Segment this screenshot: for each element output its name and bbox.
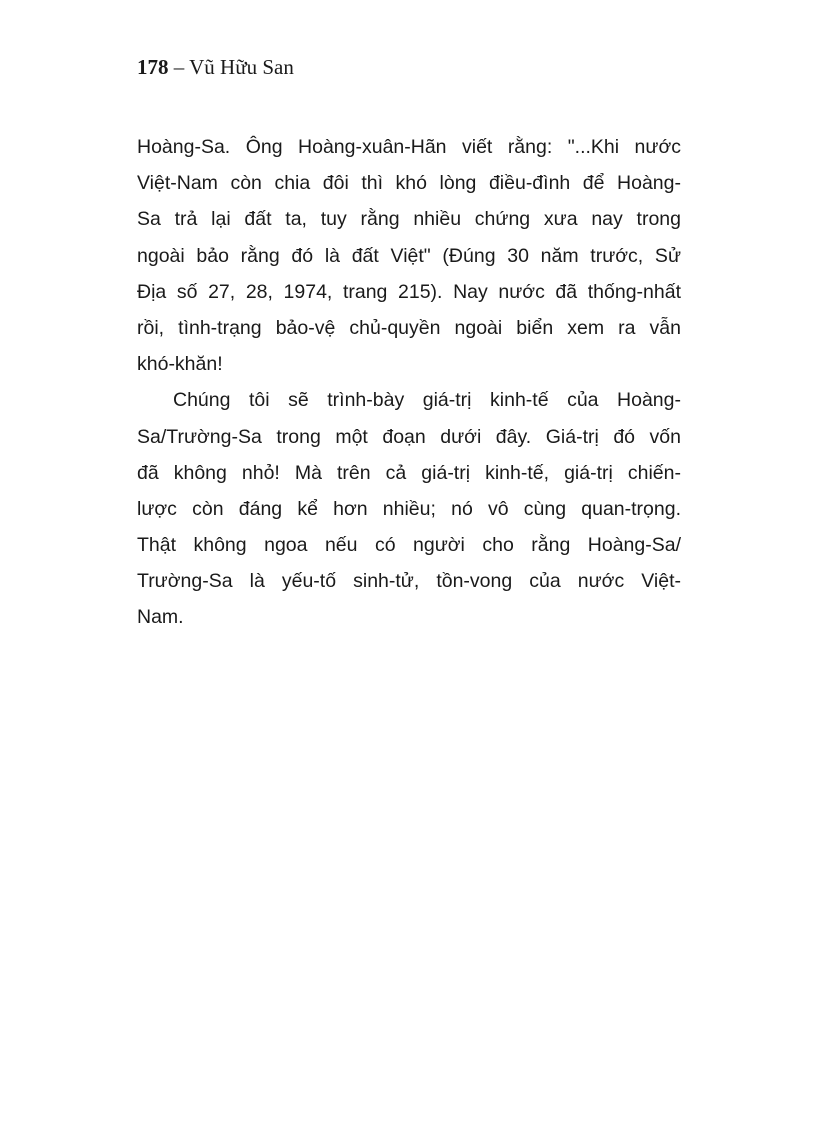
text-line: Nam. [137, 606, 184, 629]
paragraph-1 [137, 129, 681, 382]
text-line: Sa trả lại đất ta, tuy rằng nhiều chứng xưa nay trong [137, 208, 681, 231]
text-line: Trường-Sa là yếu-tố sinh-tử, tồn-vong của nước Việt- [137, 570, 681, 593]
text-line: đã không nhỏ! Mà trên cả giá-trị kinh-tế, giá-trị chiến- [137, 461, 681, 484]
text-line: Địa số 27, 28, 1974, trang 215). Nay nước đã thống-nhất [137, 280, 681, 303]
paragraph-2 [137, 382, 681, 635]
running-header [137, 54, 294, 80]
text-line: khó-khăn! [137, 353, 223, 376]
text-line: Chúng tôi sẽ trình-bày giá-trị kinh-tế của Hoàng- [173, 389, 681, 412]
header-separator: – [168, 55, 190, 79]
page-number: 178 [137, 55, 169, 79]
body-text [137, 129, 681, 636]
author-name: Vũ Hữu San [189, 55, 294, 79]
text-line: lược còn đáng kể hơn nhiều; nó vô cùng quan-trọng. [137, 497, 681, 520]
text-line: rồi, tình-trạng bảo-vệ chủ-quyền ngoài biển xem ra vẫn [137, 316, 681, 339]
text-line: Hoàng-Sa. Ông Hoàng-xuân-Hãn viết rằng: "...Khi nước [137, 136, 681, 158]
text-line: Việt-Nam còn chia đôi thì khó lòng điều-đình để Hoàng- [137, 172, 681, 195]
text-line: ngoài bảo rằng đó là đất Việt" (Đúng 30 năm trước, Sử [137, 244, 681, 267]
text-line: Thật không ngoa nếu có người cho rằng Hoàng-Sa/ [137, 534, 681, 557]
text-line: Sa/Trường-Sa trong một đoạn dưới đây. Giá-trị đó vốn [137, 425, 681, 448]
